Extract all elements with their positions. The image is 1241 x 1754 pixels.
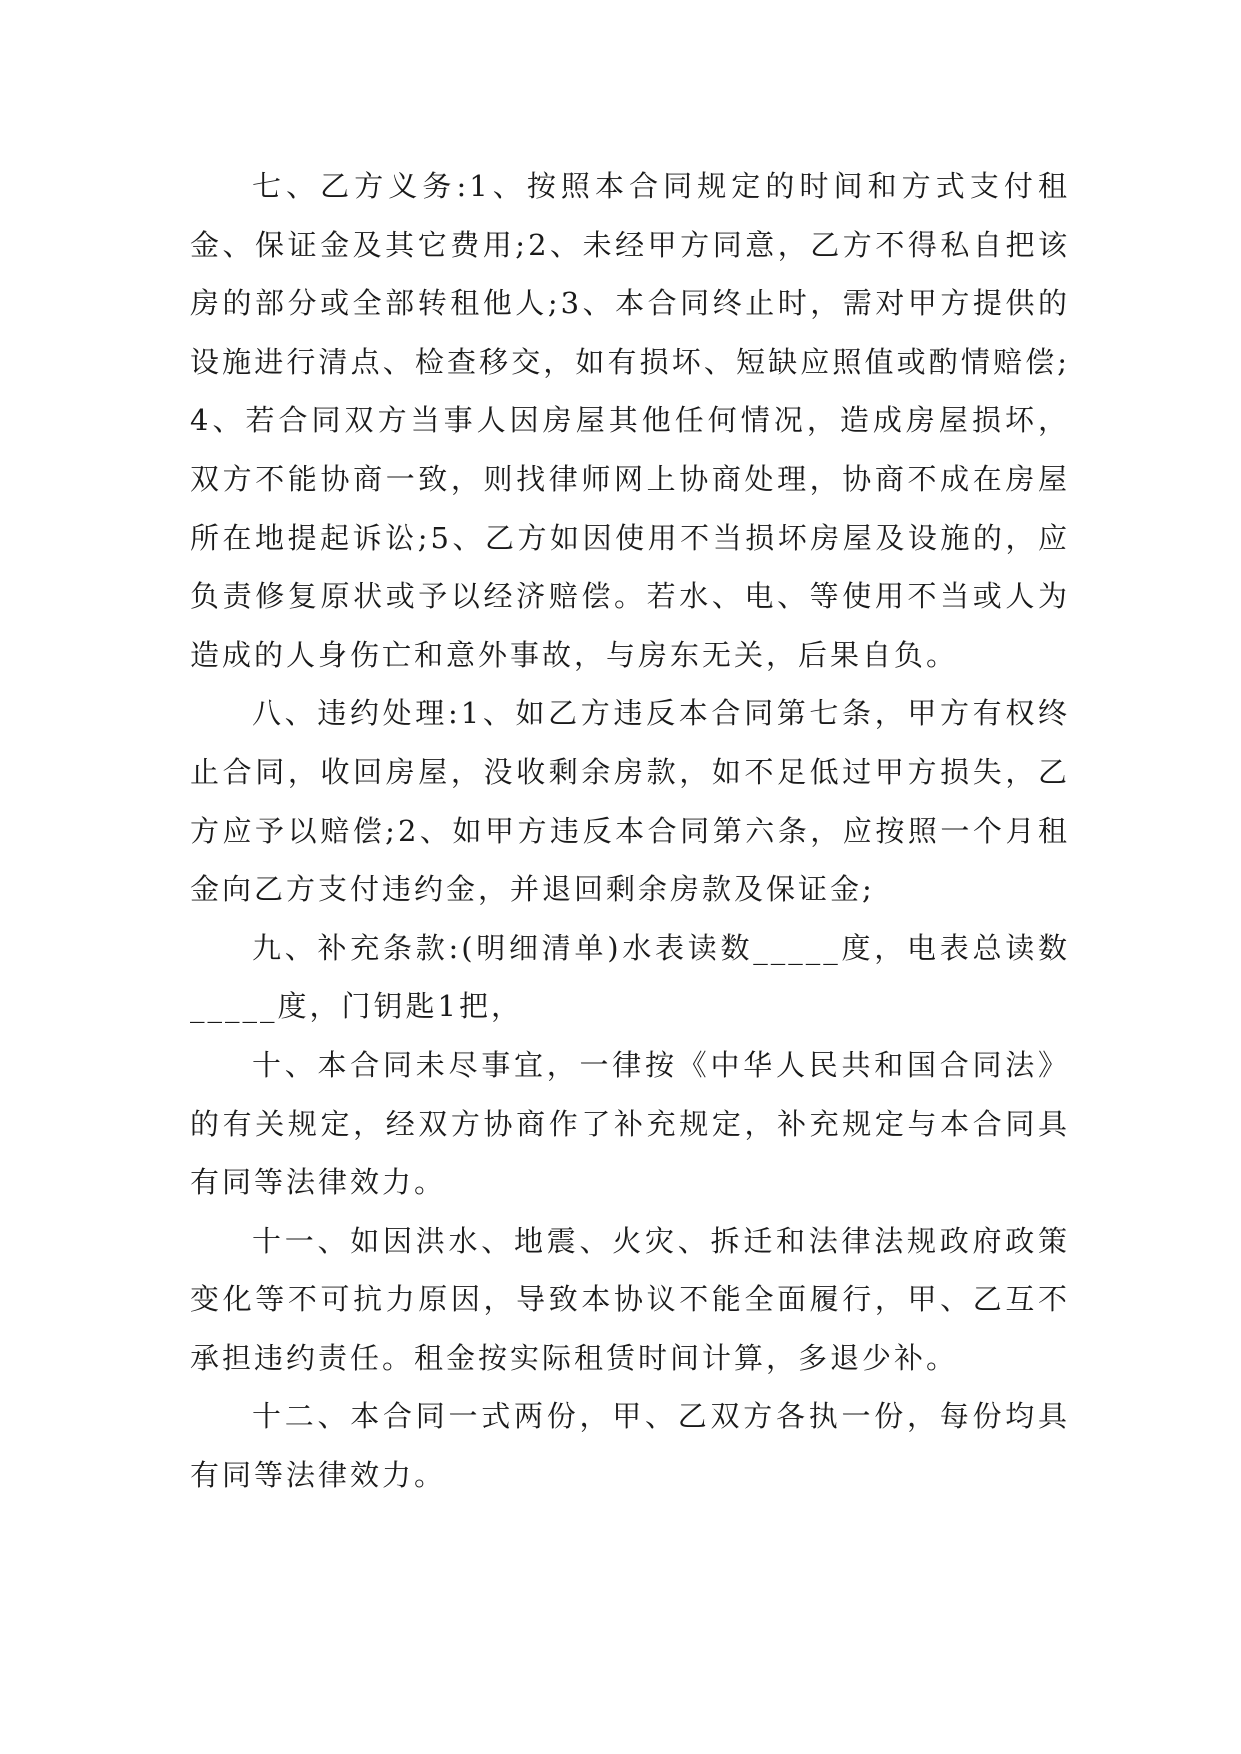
clause-9-supplementary-terms: 九、补充条款:(明细清单)水表读数_____度，电表总读数_____度，门钥匙1把， [190,930,1070,1024]
clause-12-copies: 十二、本合同一式两份，甲、乙双方各执一份，每份均具有同等法律效力。 [190,1399,1070,1493]
clause-11-force-majeure: 十一、如因洪水、地震、火灾、拆迁和法律法规政府政策变化等不可抗力原因，导致本协议不能全面履行，甲、乙互不承担违约责任。租金按实际租赁时间计算，多退少补。 [190,1223,1070,1375]
contract-body [190,157,1070,1505]
clause-7-obligations-of-party-b: 七、乙方义务:1、按照本合同规定的时间和方式支付租金、保证金及其它费用;2、未经甲方同意，乙方不得私自把该房的部分或全部转租他人;3、本合同终止时，需对甲方提供的设施进行清点、检查移交，如有损坏、短缺应照值或酌情赔偿;4、若合同双方当事人因房屋其他任何情况，造成房屋损坏，双方不能协商一致，则找律师网上协商处理，协商不成在房屋所在地提起诉讼;5、乙方如因使用不当损坏房屋及设施的，应负责修复原状或予以经济赔偿。若水、电、等使用不当或人为造成的人身伤亡和意外事故，与房东无关，后果自负。 [190,169,1070,672]
clause-8-breach-handling: 八、违约处理:1、如乙方违反本合同第七条，甲方有权终止合同，收回房屋，没收剩余房款，如不足低过甲方损失，乙方应予以赔偿;2、如甲方违反本合同第六条，应按照一个月租金向乙方支付违约金，并退回剩余房款及保证金; [190,696,1070,907]
clause-10-unresolved-matters: 十、本合同未尽事宜，一律按《中华人民共和国合同法》的有关规定，经双方协商作了补充规定，补充规定与本合同具有同等法律效力。 [190,1047,1070,1200]
